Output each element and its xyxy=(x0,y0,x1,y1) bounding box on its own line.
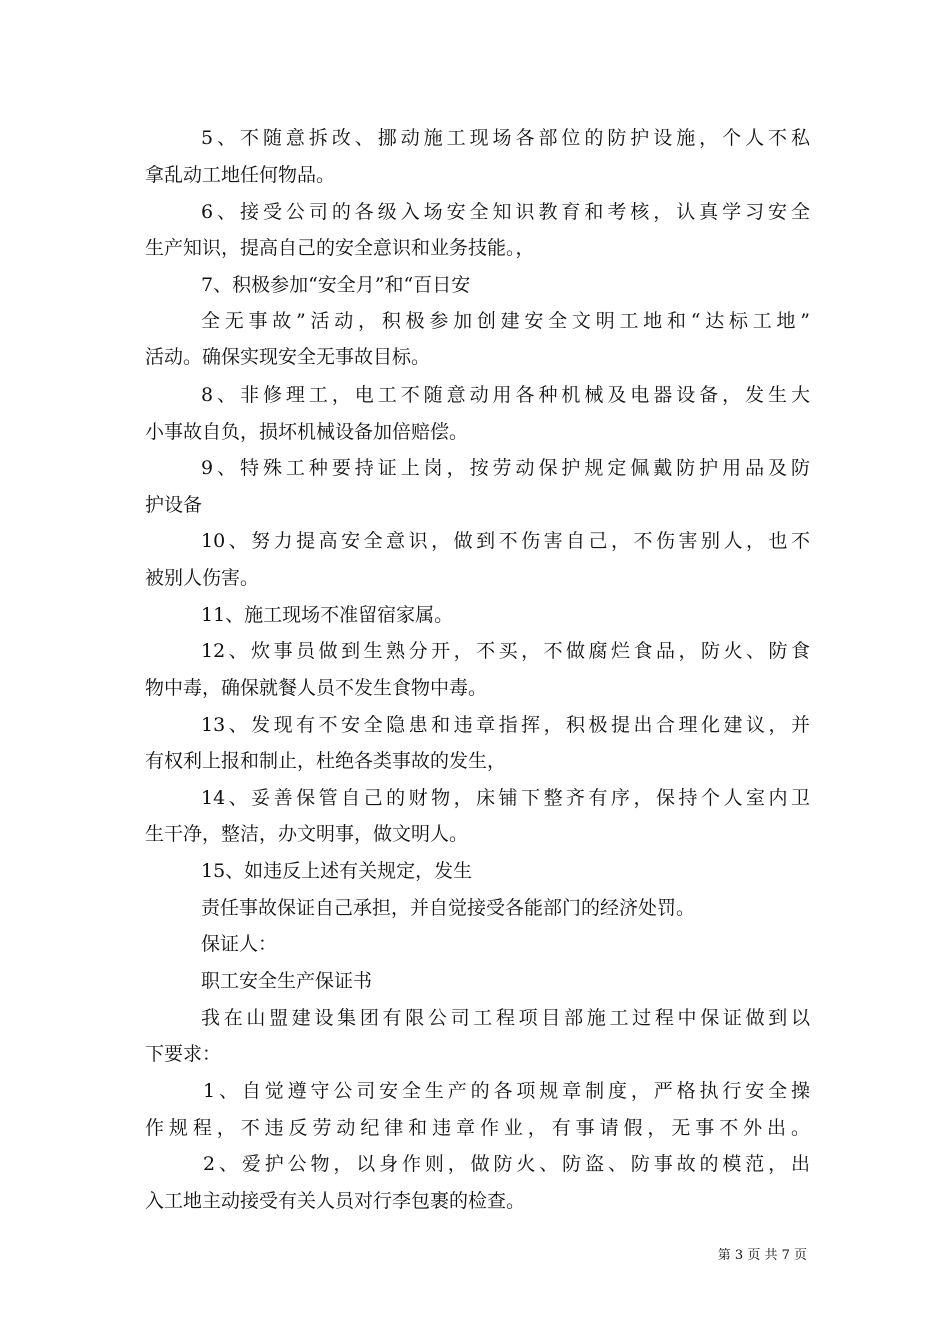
page-number: 第 3 页 共 7 页 xyxy=(717,1248,807,1263)
paragraph-line: 12、炊事员做到生熟分开，不买，不做腐烂食品，防火、防食 xyxy=(201,640,810,662)
paragraph-line: 11、施工现场不准留宿家属。 xyxy=(201,604,454,626)
paragraph-line: 8、非修理工，电工不随意动用各种机械及电器设备，发生大 xyxy=(201,384,810,406)
signature-label: 保证人： xyxy=(201,933,278,955)
paragraph-line: 全无事故”活动，积极参加创建安全文明工地和“达标工地” xyxy=(201,310,810,332)
section-title: 职工安全生产保证书 xyxy=(201,970,373,992)
paragraph-line: 5、不随意拆改、挪动施工现场各部位的防护设施，个人不私 xyxy=(201,127,810,149)
paragraph-line: 被别人伤害。 xyxy=(145,567,260,589)
paragraph-line: 拿乱动工地任何物品。 xyxy=(145,164,336,186)
paragraph-line: 15、如违反上述有关规定，发生 xyxy=(201,860,473,882)
paragraph-line: 13、发现有不安全隐患和违章指挥，积极提出合理化建议，并 xyxy=(201,714,810,736)
paragraph-line: 1、自觉遵守公司安全生产的各项规章制度，严格执行安全操 xyxy=(203,1080,810,1102)
paragraph-line: 7、积极参加“安全月”和“百日安 xyxy=(201,274,471,296)
paragraph-line: 下要求： xyxy=(145,1043,222,1065)
paragraph-line: 责任事故保证自己承担，并自觉接受各能部门的经济处罚。 xyxy=(201,897,696,919)
paragraph-line: 生产知识，提高自己的安全意识和业务技能。， xyxy=(145,237,535,259)
paragraph-line: 14、妥善保管自己的财物，床铺下整齐有序，保持个人室内卫 xyxy=(201,787,810,809)
paragraph-line: 9、特殊工种要持证上岗，按劳动保护规定佩戴防护用品及防 xyxy=(201,457,810,479)
paragraph-line: 有权利上报和制止，杜绝各类事故的发生， xyxy=(145,750,507,772)
paragraph-line: 我在山盟建设集团有限公司工程项目部施工过程中保证做到以 xyxy=(201,1007,810,1029)
paragraph-line: 护设备 xyxy=(145,494,203,516)
paragraph-line: 6、接受公司的各级入场安全知识教育和考核，认真学习安全 xyxy=(201,201,810,223)
paragraph-line: 物中毒，确保就餐人员不发生食物中毒。 xyxy=(145,677,488,699)
paragraph-line: 小事故自负，损坏机械设备加倍赔偿。 xyxy=(145,421,469,443)
paragraph-line: 入工地主动接受有关人员对行李包裹的检查。 xyxy=(145,1190,526,1212)
paragraph-line: 2、爱护公物，以身作则，做防火、防盗、防事故的模范，出 xyxy=(203,1153,810,1175)
paragraph-line: 10、努力提高安全意识，做到不伤害自己，不伤害别人，也不 xyxy=(201,530,810,552)
paragraph-line: 生干净，整洁，办文明事，做文明人。 xyxy=(145,823,469,845)
paragraph-line: 作规程，不违反劳动纪律和违章作业，有事请假，无事不外出。 xyxy=(145,1117,810,1139)
paragraph-line: 活动。确保实现安全无事故目标。 xyxy=(145,346,431,368)
